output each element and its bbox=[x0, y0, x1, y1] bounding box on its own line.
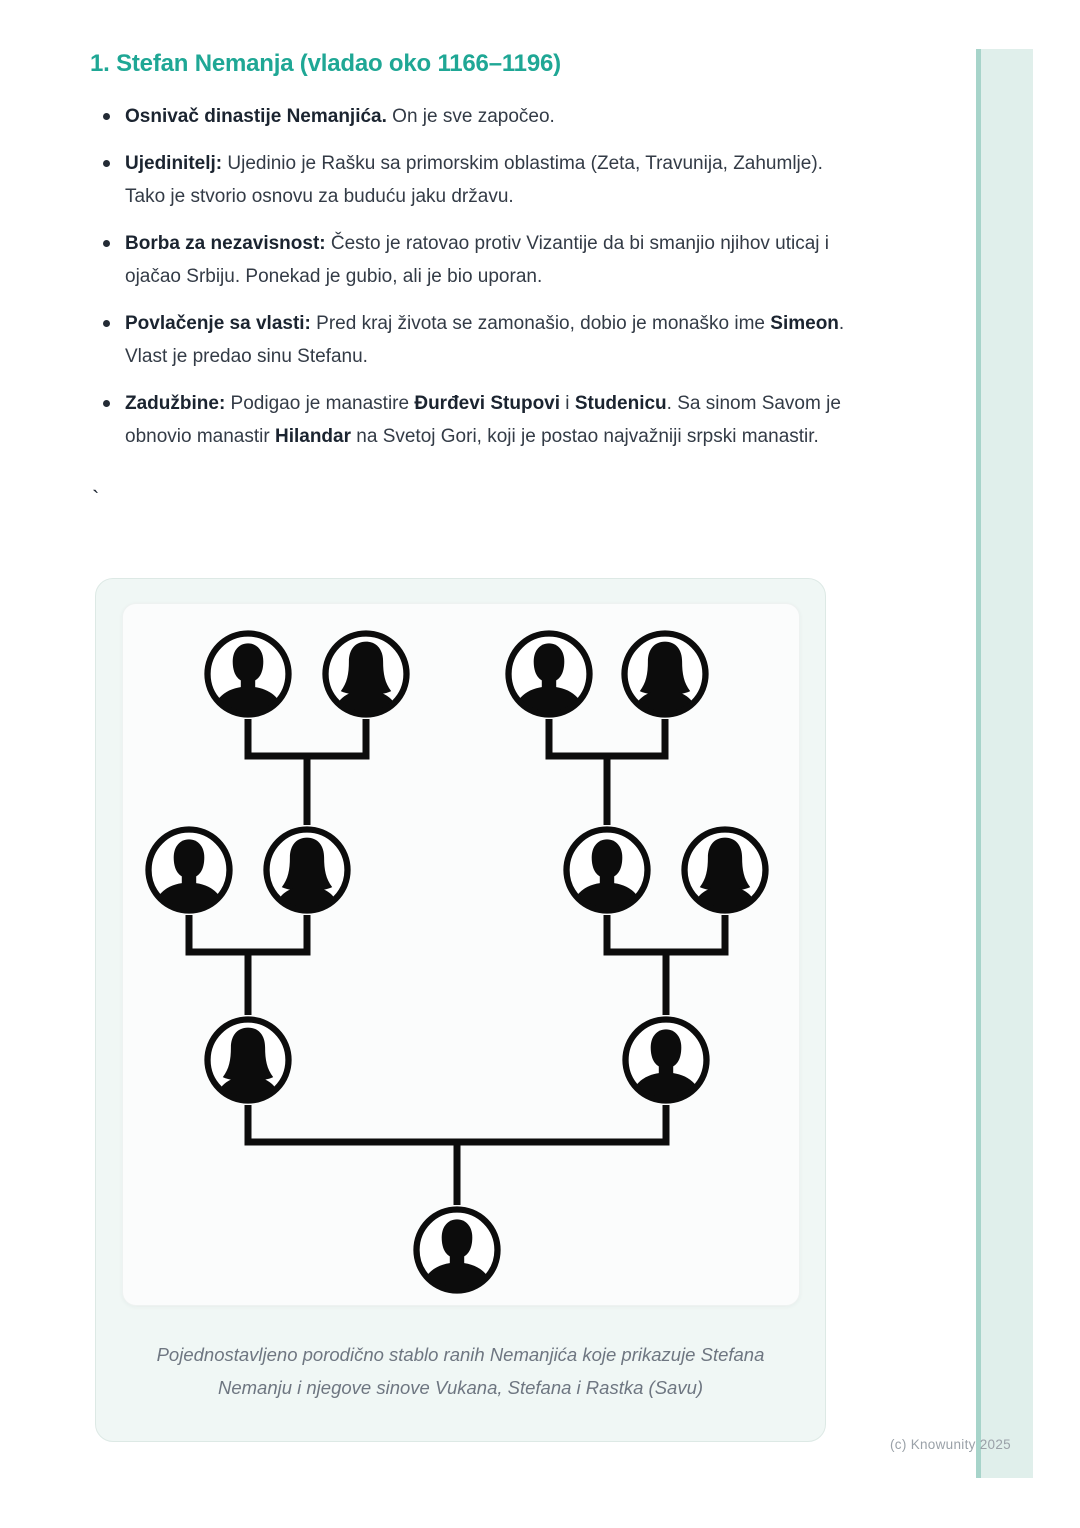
bullet-text: Ujedinio je Rašku sa primorskim oblastima (Zeta, Travunija, Zahumlje). Tako je stvorio osnovu za buduću jaku državu. bbox=[125, 153, 823, 207]
bullet-dot-icon bbox=[103, 400, 110, 407]
bullet-text: na Svetoj Gori, koji je postao najvažniji srpski manastir. bbox=[351, 426, 819, 447]
bullet-dot-icon bbox=[103, 113, 110, 120]
right-grandfather-avatar bbox=[567, 830, 648, 916]
bullet-dot-icon bbox=[103, 240, 110, 247]
family-tree-card bbox=[95, 578, 826, 1442]
page-title: 1. Stefan Nemanja (vladao oko 1166–1196) bbox=[90, 50, 561, 77]
left-great-grandfather-avatar bbox=[208, 634, 289, 720]
bullet-text-bold: Povlačenje sa vlasti: bbox=[125, 313, 311, 334]
bullet-text-bold: Simeon bbox=[770, 313, 839, 334]
right-great-grandmother-avatar bbox=[625, 634, 706, 720]
bullet-item bbox=[90, 100, 852, 133]
figure-caption bbox=[122, 1338, 799, 1404]
left-great-grandmother-avatar bbox=[326, 634, 407, 720]
tree-connectors bbox=[189, 719, 725, 1205]
figure-caption-text: Pojednostavljeno porodično stablo ranih Nemanjića koje prikazuje Stefana Nemanju i njegove sinove Vukana, Stefana i Rastka (Savu) bbox=[156, 1344, 765, 1398]
left-grandfather-avatar bbox=[149, 830, 230, 916]
left-grandmother-avatar bbox=[267, 830, 348, 916]
bullet-text-bold: Osnivač dinastije Nemanjića. bbox=[125, 106, 387, 127]
bullet-text: Podigao je manastire bbox=[225, 393, 415, 414]
bullet-text: . Sa sinom Savom je obnovio manastir bbox=[125, 393, 841, 447]
bullet-text: Pred kraj života se zamonašio, dobio je monaško ime bbox=[310, 313, 771, 334]
bullet-list bbox=[90, 100, 852, 467]
bullet-item bbox=[90, 307, 852, 373]
bullet-item bbox=[90, 227, 852, 293]
family-tree-image bbox=[122, 603, 800, 1306]
bullet-text-bold: Ujedinitelj: bbox=[125, 153, 223, 174]
stray-backtick: ` bbox=[92, 486, 100, 511]
bullet-dot-icon bbox=[103, 160, 110, 167]
bullet-text: i bbox=[560, 393, 575, 414]
right-accent-bar bbox=[976, 49, 1033, 1478]
bullet-text-bold: Zadužbine: bbox=[125, 393, 226, 414]
right-grandmother-avatar bbox=[685, 830, 766, 916]
bullet-text-bold: Đurđevi Stupovi bbox=[414, 393, 561, 414]
bullet-dot-icon bbox=[103, 320, 110, 327]
right-great-grandfather-avatar bbox=[509, 634, 590, 720]
copyright-text: (c) Knowunity 2025 bbox=[890, 1437, 1011, 1452]
family-tree-diagram bbox=[123, 604, 799, 1305]
son-avatar bbox=[417, 1210, 498, 1296]
bullet-item bbox=[90, 147, 852, 213]
bullet-text-bold: Hilandar bbox=[274, 426, 351, 447]
bullet-item bbox=[90, 387, 852, 453]
bullet-text: Često je ratovao protiv Vizantije da bi smanjio njihov uticaj i ojačao Srbiju. Ponekad je gubio, ali je bio uporan. bbox=[125, 233, 830, 287]
father-avatar bbox=[626, 1020, 707, 1106]
mother-avatar bbox=[208, 1020, 289, 1106]
bullet-text: . Vlast je predao sinu Stefanu. bbox=[125, 313, 845, 367]
bullet-text-bold: Studenicu bbox=[574, 393, 667, 414]
bullet-text: On je sve započeo. bbox=[386, 106, 555, 127]
bullet-text-bold: Borba za nezavisnost: bbox=[125, 233, 326, 254]
